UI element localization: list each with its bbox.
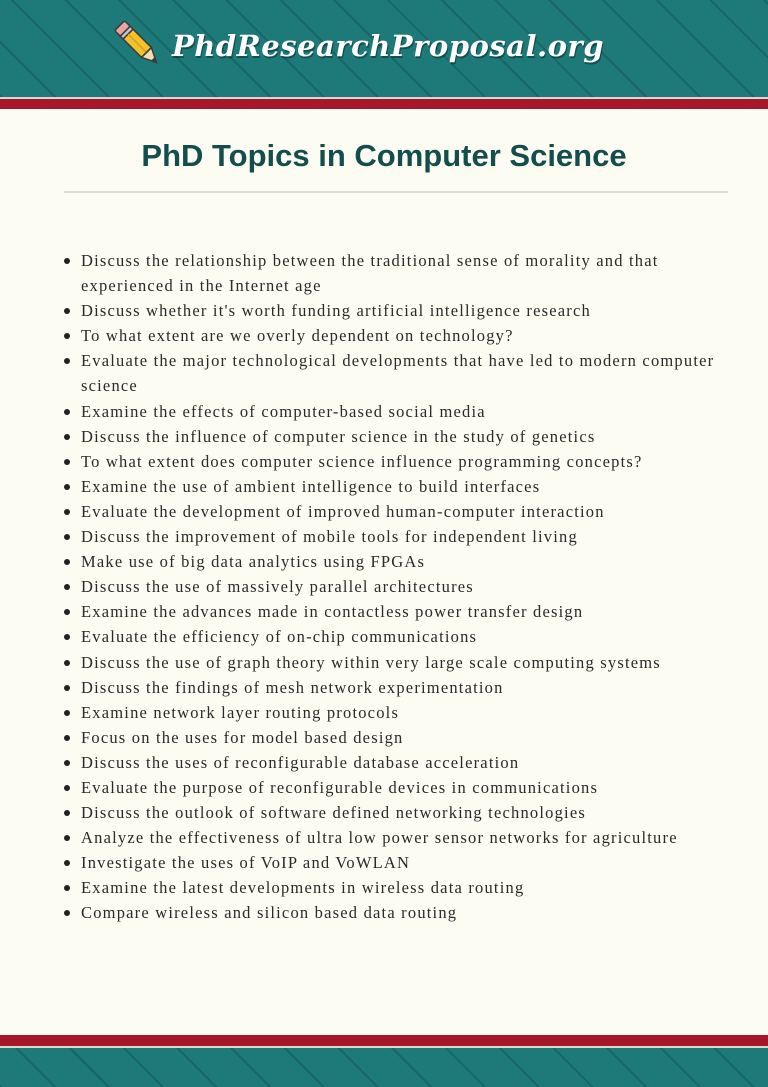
footer-banner [0, 1048, 768, 1087]
list-item: Discuss the findings of mesh network experimentation [60, 675, 740, 700]
list-item: Evaluate the major technological developments that have led to modern computer science [60, 348, 740, 398]
list-item: Examine the advances made in contactless power transfer design [60, 599, 740, 624]
list-item: Evaluate the purpose of reconfigurable devices in communications [60, 775, 740, 800]
footer-stripe [0, 1035, 768, 1048]
list-item: Evaluate the development of improved human-computer interaction [60, 499, 740, 524]
list-item: Examine the use of ambient intelligence to build interfaces [60, 474, 740, 499]
pencil-icon [112, 14, 164, 79]
list-item: Analyze the effectiveness of ultra low power sensor networks for agriculture [60, 825, 740, 850]
list-item: Discuss the uses of reconfigurable database acceleration [60, 750, 740, 775]
title-divider [64, 191, 728, 193]
site-logo-text: PhdResearchProposal.org [172, 29, 604, 63]
site-logo[interactable] [112, 14, 604, 78]
list-item: Discuss the relationship between the traditional sense of morality and that experienced in the Internet age [60, 248, 740, 298]
list-item: Investigate the uses of VoIP and VoWLAN [60, 850, 740, 875]
list-item: Focus on the uses for model based design [60, 725, 740, 750]
topic-list [60, 248, 740, 926]
list-item: Examine network layer routing protocols [60, 700, 740, 725]
list-item: Make use of big data analytics using FPGAs [60, 549, 740, 574]
list-item: Evaluate the efficiency of on-chip communications [60, 624, 740, 649]
list-item: Discuss the influence of computer science in the study of genetics [60, 424, 740, 449]
list-item: Discuss whether it's worth funding artificial intelligence research [60, 298, 740, 323]
list-item: Examine the latest developments in wireless data routing [60, 875, 740, 900]
list-item: To what extent are we overly dependent on technology? [60, 323, 740, 348]
list-item: Compare wireless and silicon based data routing [60, 900, 740, 925]
list-item: Examine the effects of computer-based social media [60, 399, 740, 424]
list-item: Discuss the outlook of software defined networking technologies [60, 800, 740, 825]
list-item: Discuss the improvement of mobile tools for independent living [60, 524, 740, 549]
page-title: PhD Topics in Computer Science [141, 138, 627, 173]
list-item: Discuss the use of graph theory within very large scale computing systems [60, 650, 740, 675]
list-item: To what extent does computer science influence programming concepts? [60, 449, 740, 474]
header-stripe [0, 97, 768, 109]
list-item: Discuss the use of massively parallel architectures [60, 574, 740, 599]
